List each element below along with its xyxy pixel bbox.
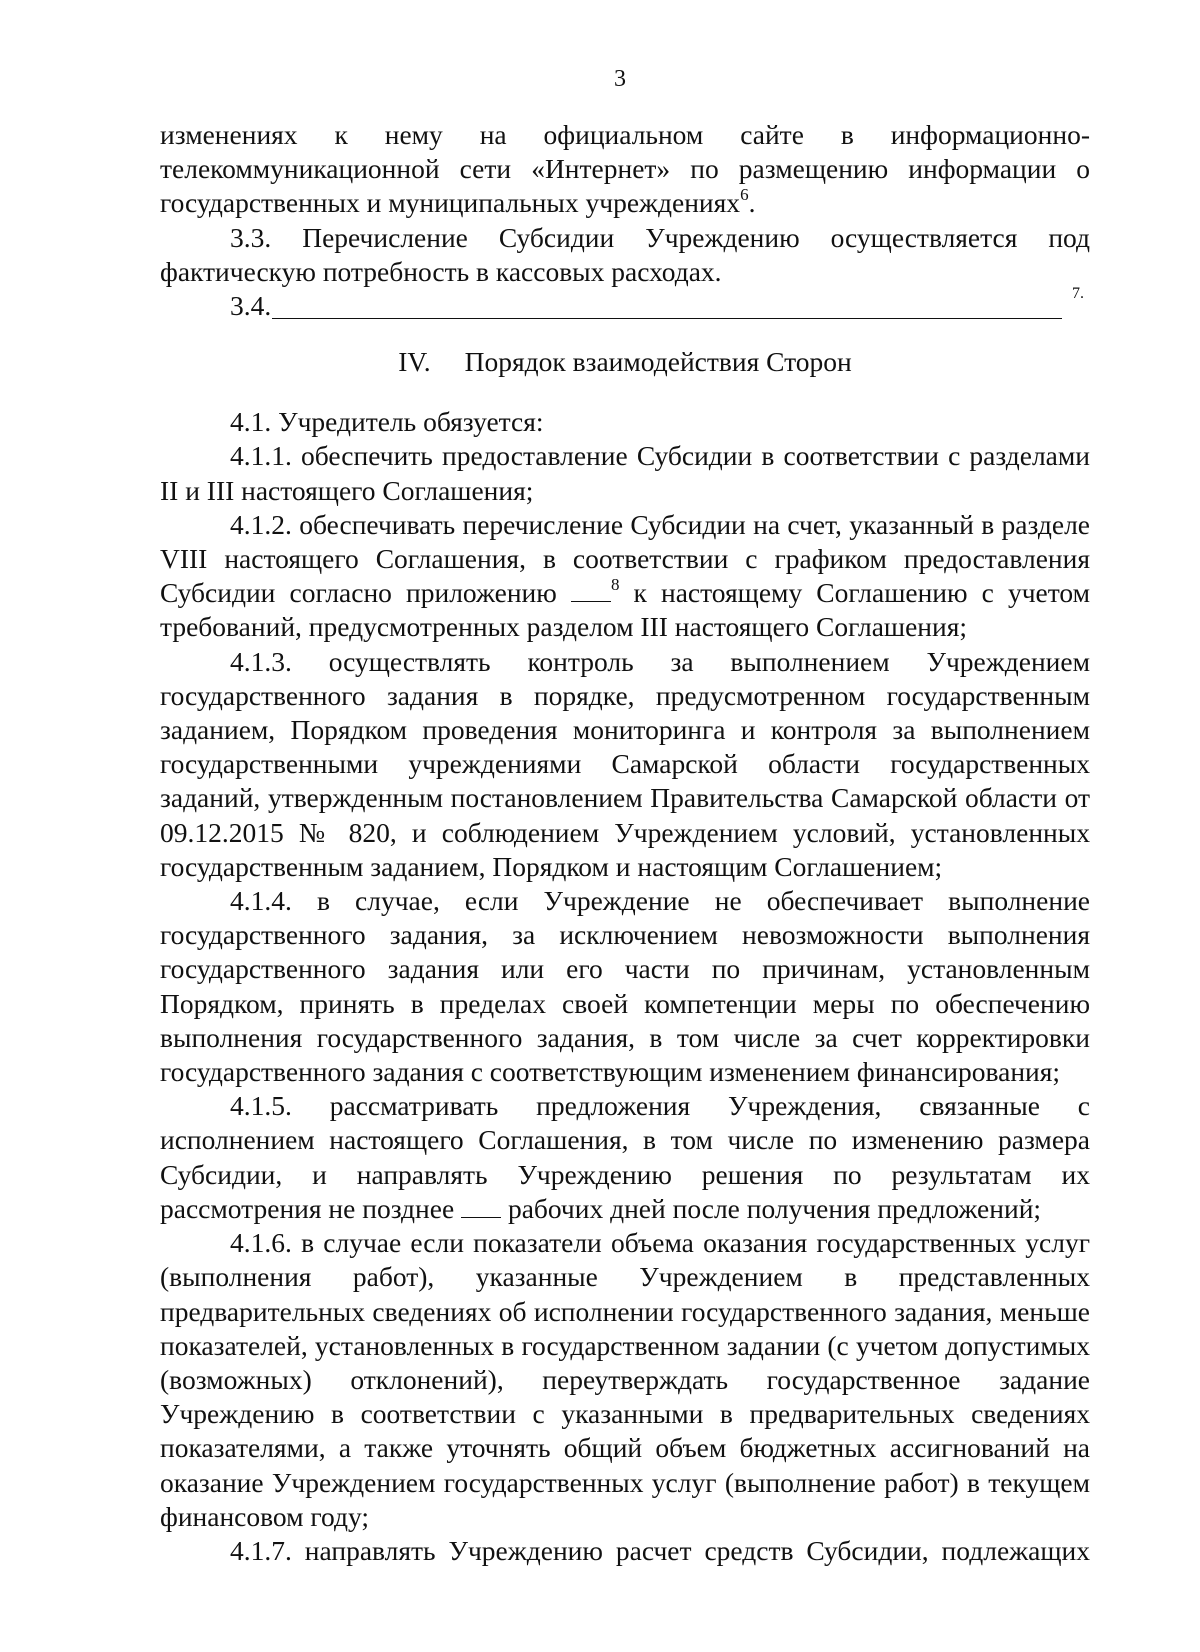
section-heading: [160, 323, 1090, 405]
paragraph-end: .: [748, 187, 756, 219]
paragraph-continuation: [160, 118, 1090, 221]
paragraph-text: рабочих дней после получения предложений;: [507, 1192, 1042, 1224]
paragraph-3-3: 3.3. Перечисление Субсидии Учреждению осуществляется под фактическую потребность в кассовых расходах.: [160, 221, 1090, 287]
blank-field: [571, 579, 611, 602]
paragraph-4-1-7: 4.1.7. направлять Учреждению расчет средств Субсидии, подлежащих: [230, 1534, 1090, 1566]
paragraph-3-4: [160, 285, 1090, 323]
paragraph-4-1-1: 4.1.1. обеспечить предоставление Субсидии в соответствии с разделами II и III настоящего Соглашения;: [160, 440, 1090, 506]
footnote-ref-7: 7.: [1072, 285, 1084, 303]
fill-in-line: [272, 318, 1062, 319]
paragraph-3-4-label: 3.4.: [230, 290, 272, 322]
page-number: 3: [614, 66, 626, 92]
section-number: IV.: [398, 346, 431, 378]
paragraph-text: к настоящему Соглашению с учетом требований, предусмотренных разделом III настоящего Соглашения;: [160, 577, 1091, 643]
footnote-ref-6: 6: [740, 185, 749, 205]
blank-field: [461, 1195, 501, 1218]
paragraph-text: изменениях к нему на официальном сайте в информационно-телекоммуникационной сети «Интернет» по размещению информации о государственных и муниципальных учреждениях: [160, 119, 1090, 219]
paragraph-text: 4.1.5. рассматривать предложения Учреждения, связанные с исполнением настоящего Соглашения, в том числе по изменению размера Субсидии, и направлять Учреждению решения по результатам их рассмотрения не позднее: [160, 1090, 1090, 1224]
paragraph-4-1: 4.1. Учредитель обязуется:: [230, 406, 544, 438]
paragraph-text: 4.1.2. обеспечивать перечисление Субсидии на счет, указанный в разделе VIII настоящего Соглашения, в соответствии с графиком предоставления Субсидии согласно приложению: [160, 508, 1090, 609]
paragraph-4-1-3: 4.1.3. осуществлять контроль за выполнением Учреждением государственного задания в порядке, предусмотренном государственным заданием, Порядком проведения мониторинга и контроля за выполнением государственными учреждениями Самарской области государственных заданий, утвержденным постановлением Правительства Самарской области от 09.12.2015 № 820, и соблюдением Учреждением условий, установленных государственным заданием, Порядком и настоящим Соглашением;: [160, 645, 1090, 882]
paragraph-4-1-6: 4.1.6. в случае если показатели объема оказания государственных услуг (выполнения работ), указанные Учреждением в представленных предварительных сведениях об исполнении государственного задания, меньше показателей, установленных в государственном задании (с учетом допустимых (возможных) отклонений), переутверждать государственное задание Учреждению в соответствии с указанными в предварительных сведениях показателями, а также уточнять общий объем бюджетных ассигнований на оказание Учреждением государственных услуг (выполнение работ) в текущем финансовом году;: [160, 1227, 1090, 1532]
paragraph-4-1-5: [160, 1089, 1090, 1226]
footnote-ref-8: 8: [610, 575, 620, 595]
paragraph-4-1-2: [160, 508, 1090, 645]
paragraph-4-1-4: 4.1.4. в случае, если Учреждение не обеспечивает выполнение государственного задания, за исключением невозможности выполнения государственного задания или его части по причинам, установленным Порядком, принять в пределах своей компетенции меры по обеспечению выполнения государственного задания, в том числе за счет корректировки государственного задания с соответствующим изменением финансирования;: [160, 885, 1090, 1088]
document-body: [160, 118, 1090, 1568]
section-title: Порядок взаимодействия Сторон: [464, 346, 852, 378]
